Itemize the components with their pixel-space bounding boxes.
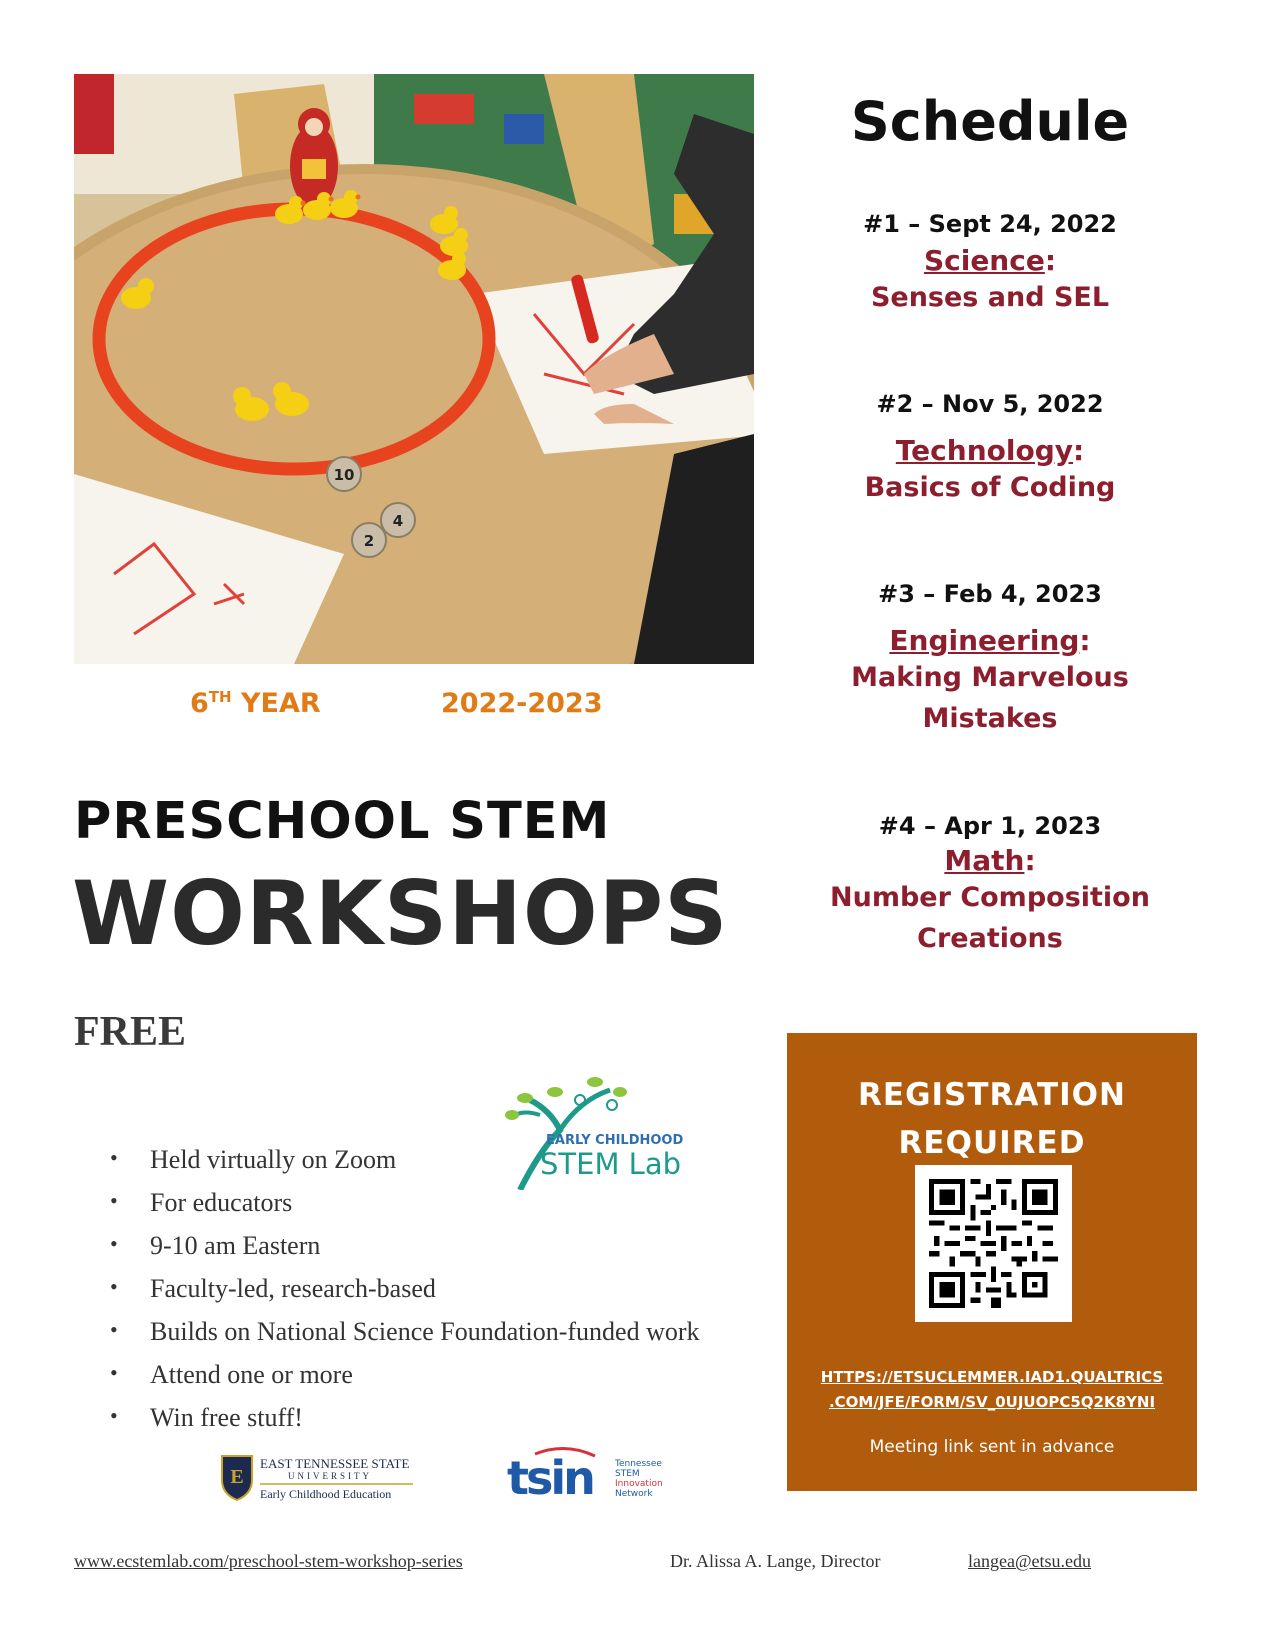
list-item: • 9-10 am Eastern (110, 1231, 700, 1274)
feature-list (110, 1145, 700, 1446)
list-item: • Faculty-led, research-based (110, 1274, 700, 1317)
list-item: • Builds on National Science Foundation-funded work (110, 1317, 700, 1360)
list-item: • Win free stuff! (110, 1403, 700, 1446)
registration-note: Meeting link sent in advance (869, 1437, 1115, 1457)
schedule-session-3 (780, 580, 1200, 739)
list-item: • Attend one or more (110, 1360, 700, 1403)
session-subject: Math: (944, 844, 1036, 877)
session-date: #1 – Sept 24, 2022 (863, 210, 1117, 238)
tsin-mark: tsin (507, 1451, 593, 1504)
schedule-session-4 (780, 812, 1200, 959)
tsin-line2: STEM (615, 1469, 640, 1479)
session-date: #2 – Nov 5, 2022 (876, 390, 1104, 418)
list-item: • For educators (110, 1188, 700, 1231)
etsu-letter: E (230, 1466, 244, 1488)
stemlab-line1: EARLY CHILDHOOD (546, 1133, 684, 1148)
session-subject: Engineering: (889, 624, 1091, 657)
tsin-line3: Innovation (615, 1479, 663, 1489)
session-topic-line1: Making Marvelous (851, 662, 1129, 693)
number-block-2: 2 (363, 532, 375, 550)
tsin-line4: Network (615, 1489, 653, 1499)
tsin-line1: Tennessee (615, 1459, 662, 1469)
registration-link[interactable]: HTTPS://ETSUCLEMMER.IAD1.QUALTRICS .COM/JFE/FORM/SV_0UJUOPC5Q2K8YNI (820, 1368, 1164, 1411)
free-label: FREE (74, 1009, 187, 1055)
etsu-line1: EAST TENNESSEE STATE (260, 1456, 410, 1471)
session-subject: Science: (923, 244, 1057, 277)
email-link[interactable]: langea@etsu.edu (968, 1551, 1092, 1571)
registration-qr-code[interactable] (915, 1165, 1072, 1322)
session-topic-line2: Creations (917, 923, 1063, 954)
session-subject: Technology: (895, 434, 1085, 467)
etsu-line2: UNIVERSITY (288, 1471, 372, 1481)
schedule-session-1 (780, 210, 1200, 318)
schedule-title: Schedule (850, 90, 1130, 153)
etsu-logo (218, 1452, 418, 1504)
title-line-1: PRESCHOOL STEM (74, 792, 611, 851)
director-name: Dr. Alissa A. Lange, Director (670, 1551, 881, 1571)
year-span: 2022-2023 (441, 688, 603, 719)
session-topic-line1: Number Composition (830, 882, 1150, 913)
stem-lab-logo (500, 1070, 700, 1190)
stemlab-line2: STEM Lab (540, 1147, 682, 1181)
etsu-line3: Early Childhood Education (260, 1487, 392, 1501)
session-topic: Basics of Coding (864, 472, 1116, 503)
title-line-2: WORKSHOPS (72, 862, 729, 965)
year-ordinal: 6TH YEAR (190, 688, 321, 719)
website-link[interactable]: www.ecstemlab.com/preschool-stem-workshop-series (74, 1551, 463, 1571)
schedule-session-2 (780, 390, 1200, 508)
registration-box (787, 1033, 1197, 1491)
list-item: • Held virtually on Zoom (110, 1145, 700, 1188)
session-date: #4 – Apr 1, 2023 (878, 812, 1102, 840)
session-date: #3 – Feb 4, 2023 (878, 580, 1102, 608)
session-topic-line2: Mistakes (922, 703, 1058, 734)
number-block-10: 10 (333, 466, 355, 484)
registration-title: REGISTRATION REQUIRED (858, 1077, 1126, 1161)
number-block-4: 4 (392, 512, 404, 530)
session-topic: Senses and SEL (870, 282, 1110, 313)
tsin-logo (505, 1440, 675, 1504)
classroom-photo (74, 74, 754, 664)
